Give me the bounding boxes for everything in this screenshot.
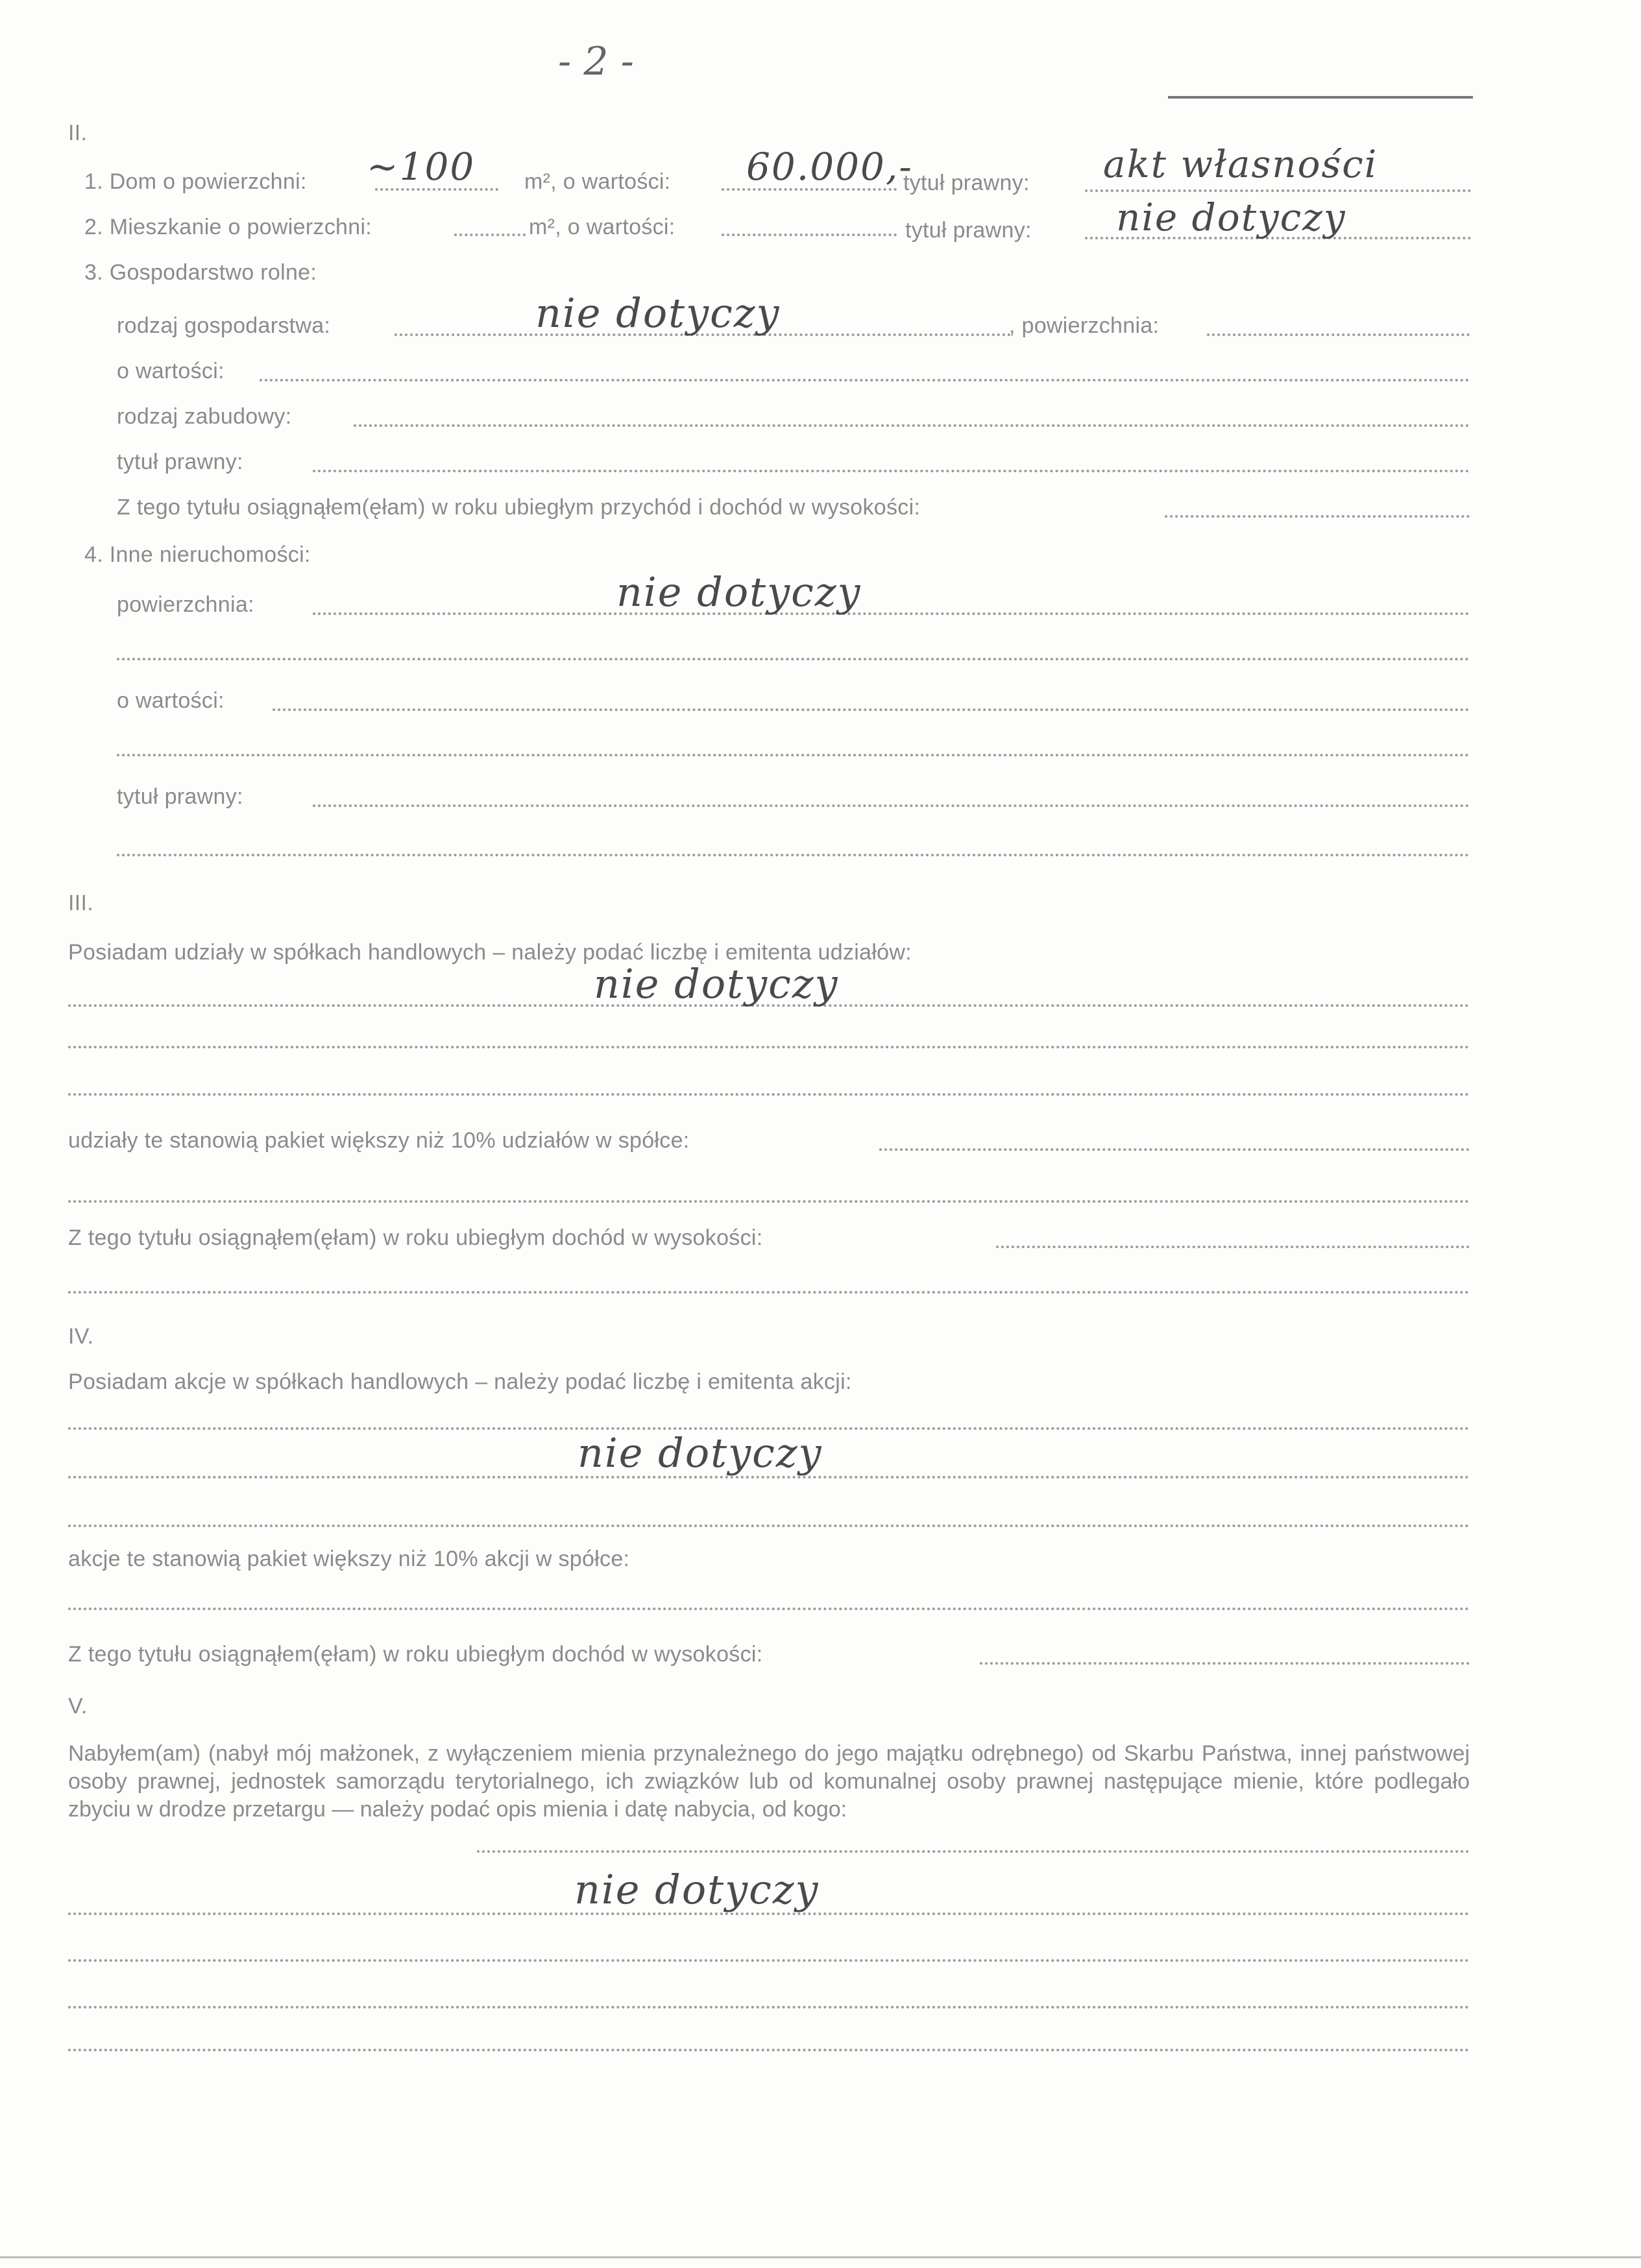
- gospodarstwo-label: 3. Gospodarstwo rolne:: [84, 260, 317, 285]
- inne-pow-label: powierzchnia:: [117, 592, 254, 617]
- inne-wartosc-label: o wartości:: [117, 688, 225, 713]
- rodzaj-pow-label: , powierzchnia:: [1009, 313, 1160, 338]
- section5-text: Nabyłem(am) (nabył mój małżonek, z wyłączeniem mienia przynależnego do jego majątku odrębnego) od Skarbu Państwa, innej państwowej osoby prawnej, jednostek samorządu terytorialnego, ich związków lub od komunalnej osoby prawnej następujące mienie, które podlegało zbyciu w drodze przetargu — należy podać opis mienia i datę nabycia, od kogo:: [68, 1741, 1470, 1822]
- udzialy-dochod-field[interactable]: [996, 1246, 1470, 1248]
- udzialy-pakiet-field-2[interactable]: [68, 1200, 1470, 1203]
- udzialy-field-2[interactable]: [68, 1046, 1470, 1048]
- section5-value: nie dotyczy: [574, 1866, 820, 1913]
- zabudowy-field[interactable]: [354, 424, 1470, 427]
- section5-label: V.: [68, 1694, 88, 1719]
- section5-field-3[interactable]: [68, 2006, 1470, 2009]
- inne-wartosc-field-2[interactable]: [117, 754, 1470, 756]
- mieszkanie-value-label: m², o wartości:: [529, 215, 675, 239]
- inne-pow-field-2[interactable]: [117, 658, 1470, 660]
- section5-field-2[interactable]: [68, 1959, 1470, 1962]
- gosp-wartosc-label: o wartości:: [117, 359, 225, 383]
- akcje-pakiet-label: akcje te stanowią pakiet większy niż 10% akcji w spółce:: [68, 1547, 630, 1571]
- mieszkanie-label: 2. Mieszkanie o powierzchni:: [84, 215, 372, 239]
- bottom-rule: [0, 2256, 1641, 2258]
- akcje-pakiet-field[interactable]: [68, 1608, 1470, 1610]
- akcje-label: Posiadam akcje w spółkach handlowych – należy podać liczbę i emitenta akcji:: [68, 1369, 852, 1394]
- udzialy-dochod-field-2[interactable]: [68, 1291, 1470, 1294]
- udzialy-value: nie dotyczy: [594, 960, 839, 1007]
- udzialy-field-3[interactable]: [68, 1093, 1470, 1096]
- dom-title-field[interactable]: [1085, 189, 1471, 192]
- mieszkanie-title-label: tytuł prawny:: [905, 218, 1032, 243]
- dom-value-label: m², o wartości:: [524, 169, 671, 194]
- zabudowy-label: rodzaj zabudowy:: [117, 404, 292, 429]
- akcje-dochod-field[interactable]: [980, 1662, 1470, 1665]
- inne-pow-field[interactable]: [313, 612, 1470, 615]
- udzialy-pakiet-label: udziały te stanowią pakiet większy niż 10% udziałów w spółce:: [68, 1128, 690, 1153]
- inne-tytul-field[interactable]: [313, 804, 1470, 807]
- dom-value: 60.000,-: [746, 145, 913, 189]
- akcje-value: nie dotyczy: [577, 1429, 823, 1477]
- page-number: - 2 -: [558, 39, 634, 84]
- mieszkanie-area-field[interactable]: [454, 234, 526, 236]
- top-rule: [1168, 96, 1473, 99]
- przychod-label: Z tego tytułu osiągnąłem(ęłam) w roku ubiegłym przychód i dochód w wysokości:: [117, 495, 921, 520]
- mieszkanie-value-field[interactable]: [722, 234, 897, 236]
- inne-tytul-field-2[interactable]: [117, 854, 1470, 856]
- mieszkanie-title-value: nie dotyczy: [1116, 195, 1346, 239]
- section5-field-0[interactable]: [477, 1850, 1470, 1853]
- rodzaj-pow-field[interactable]: [1207, 333, 1470, 336]
- inne-label: 4. Inne nieruchomości:: [84, 542, 311, 567]
- gosp-wartosc-field[interactable]: [260, 379, 1470, 381]
- dom-area-value: ~100: [367, 145, 476, 189]
- section3-label: III.: [68, 891, 93, 915]
- dom-title-value: akt własności: [1103, 142, 1378, 186]
- inne-value: nie dotyczy: [616, 568, 862, 616]
- inne-wartosc-field[interactable]: [273, 708, 1470, 711]
- udzialy-pakiet-field[interactable]: [879, 1148, 1470, 1151]
- inne-tytul-label: tytuł prawny:: [117, 784, 243, 809]
- gosp-tytul-field[interactable]: [313, 470, 1470, 472]
- section2-label: II.: [68, 121, 88, 145]
- akcje-dochod-label: Z tego tytułu osiągnąłem(ęłam) w roku ubiegłym dochód w wysokości:: [68, 1642, 763, 1667]
- akcje-field-3[interactable]: [68, 1525, 1470, 1527]
- section4-label: IV.: [68, 1324, 94, 1349]
- udzialy-dochod-label: Z tego tytułu osiągnąłem(ęłam) w roku ubiegłym dochód w wysokości:: [68, 1225, 763, 1250]
- gosp-tytul-label: tytuł prawny:: [117, 450, 243, 474]
- udzialy-label: Posiadam udziały w spółkach handlowych – należy podać liczbę i emitenta udziałów:: [68, 940, 912, 965]
- section5-field-4[interactable]: [68, 2049, 1470, 2051]
- rodzaj-label: rodzaj gospodarstwa:: [117, 313, 331, 338]
- przychod-field[interactable]: [1165, 515, 1470, 518]
- dom-title-label: tytuł prawny:: [903, 171, 1030, 195]
- dom-label: 1. Dom o powierzchni:: [84, 169, 307, 194]
- rodzaj-value: nie dotyczy: [535, 289, 781, 337]
